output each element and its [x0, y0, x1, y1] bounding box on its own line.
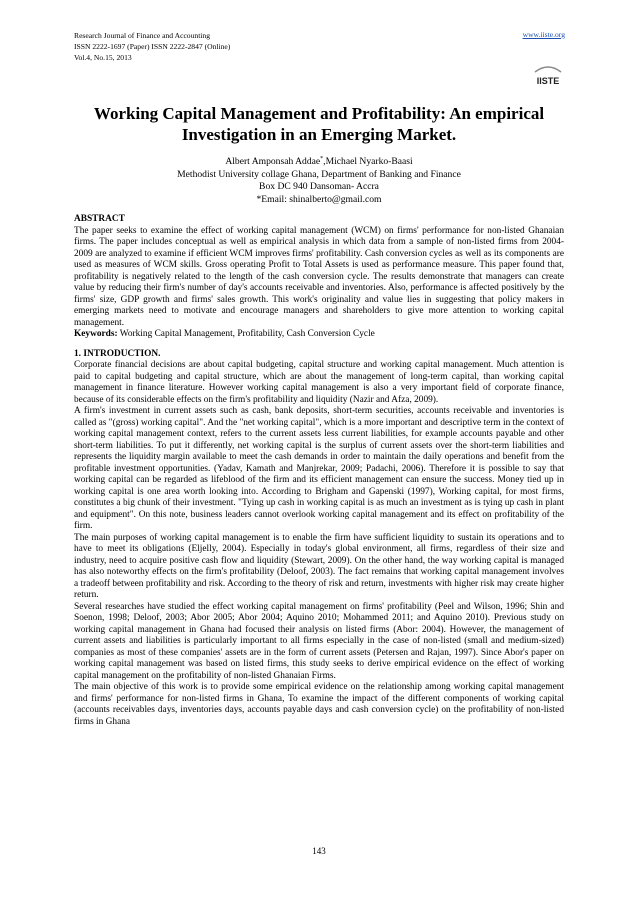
- iiste-logo: [533, 64, 563, 88]
- corresponding-marker: *: [320, 156, 324, 162]
- paragraph: The main objective of this work is to provide some empirical evidence on the relationship among working capital management and firms' performance for non-listed firms in Ghana, To examine the impact of the different components of working capital (accounts receivables days, inventories days, accounts payable days and cash conversion cycle) on the profitability of non-listed firms in Ghana: [74, 682, 564, 727]
- journal-url-link[interactable]: www.iiste.org: [522, 30, 565, 39]
- paragraph: Corporate financial decisions are about capital budgeting, capital structure and working capital management. Much attention is paid to capital budgeting and capital structure, which are about the management of long-term capital, than working capital management in finance literature. However working capital management is also a very important field of corporate finance, because of its considerable effects on the firm's profitability and liquidity (Nazir and Afza, 2009).: [74, 360, 564, 405]
- running-header: [74, 30, 230, 63]
- author-name: Albert Amponsah Addae: [225, 156, 321, 168]
- page-number: 143: [312, 846, 326, 856]
- keywords-line: [74, 329, 564, 341]
- logo-text: IISTE: [536, 76, 560, 86]
- coauthor-name: ,Michael Nyarko-Baasi: [323, 156, 413, 168]
- paragraph: The main purposes of working capital management is to enable the firm have sufficient liquidity to sustain its operations and to have to meet its obligations (Eljelly, 2004). Especially in today's global environment, all firms, regardless of their size and industry, need to acquire positive cash flow and liquidity (Stewart, 2009). On the other hand, the way working capital is managed has also noteworthy effects on the firm's profitability (Deloof, 2003). The fact remains that working capital management involves a tradeoff between profitability and risk. According to the theory of risk and return, investments with higher risk may create higher return.: [74, 532, 564, 600]
- issn-line: ISSN 2222-1697 (Paper) ISSN 2222-2847 (Online): [74, 42, 231, 51]
- paper-title: Working Capital Management and Profitability: An empirical Investigation in an Emerging Market.: [93, 104, 545, 144]
- affiliation: Methodist University collage Ghana, Department of Banking and Finance: [177, 168, 461, 180]
- journal-name: Research Journal of Finance and Accounting: [74, 31, 211, 40]
- paper-body: [74, 214, 564, 728]
- section-heading: 1. INTRODUCTION.: [74, 348, 161, 359]
- keywords-label: Keywords:: [74, 329, 118, 339]
- paragraph: A firm's investment in current assets such as cash, bank deposits, short-term securities, accounts receivable and inventories is called as "(gross) working capital". And the "net working capital", which is a more important and descriptive term in the context of working capital management context, refers to the current assets less current liabilities, for example accounts payable and other short-term liabilities. To put it differently, net working capital is the surplus of current assets over the short-term liabilities and represents the liquidity margin available to meet the cash demands in order to maintain the daily operations and benefit from the profitable investment opportunities. (Yadav, Kamath and Manjrekar, 2009; Padachi, 2006). Therefore it is possible to say that working capital can be regarded as lifeblood of the firm and its efficient management can ensure the success. Money tied up in working capital is one area worth looking into. According to Brigham and Gapenski (1997), Working capital, for most firms, constitutes a big chunk of their investment. "Tying up cash in working capital is as much an investment as is tying up cash in plant and equipment". On this note, business leaders cannot overlook working capital management and its effect on profitability of the firm.: [74, 406, 564, 531]
- address: Box DC 940 Dansoman- Accra: [259, 181, 379, 193]
- keywords: Working Capital Management, Profitability, Cash Conversion Cycle: [117, 329, 375, 339]
- abstract-text: The paper seeks to examine the effect of working capital management (WCM) on firms' performance for non-listed Ghanaian firms. The paper includes conceptual as well as empirical analysis in which data from a sample of non-listed firms from 2004-2009 are analyzed to examine if efficient WCM improves firms' profitability. Cash conversion cycles as well as its components are used as measures of WCM skills. Gross operating Profit to Total Assets is used as performance measure. This paper found that, profitability is negatively related to the length of the cash conversion cycle. The results demonstrate that managers can create value by reducing their firm's number of day's accounts receivable and inventories. Also, performance is affected positively by the firms' size, GDP growth and firms' sales growth. This work's originality and value lies in suggesting that policy makers in emerging markets need to motivate and encourage managers and shareholders to give more attention to working capital management.: [74, 225, 564, 328]
- abstract-heading: ABSTRACT: [74, 214, 125, 224]
- paragraph: Several researches have studied the effect working capital management on firms' profitability (Peel and Wilson, 1996; Shin and Soenon, 1998; Deloof, 2003; Abor 2005; Abor 2004; Aquino 2010; Mohammed 2011; and Aquino 2010). Previous study on working capital management in Ghana had focused their analysis on listed firms (Abor: 2004). However, the management of current assets and liabilities is particularly important to all firms especially in the case of non-listed (small and medium-sized) companies as most of these companies' assets are in the form of current assets (Petersen and Rajan, 1997). Since Abor's paper on working capital management was based on listed firms, this study seeks to derive empirical evidence on the effect of working capital management on the profitability of non-listed Ghanaian Firms.: [74, 601, 564, 681]
- author-block: [74, 153, 564, 206]
- email: *Email: shinalberto@gmail.com: [256, 193, 382, 205]
- volume-line: Vol.4, No.15, 2013: [74, 53, 132, 62]
